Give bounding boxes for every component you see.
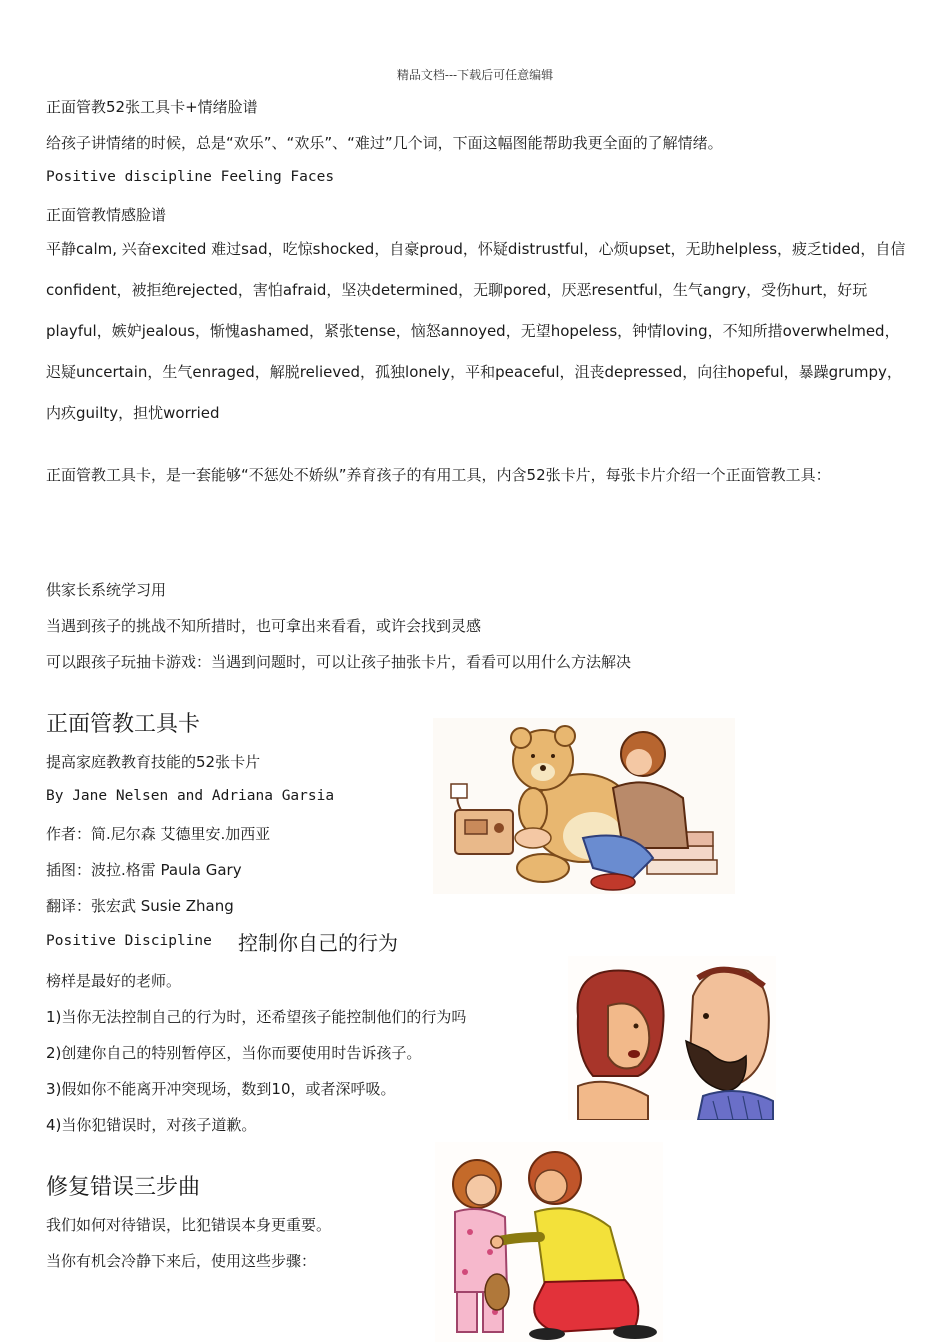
title-line: 正面管教52张工具卡+情绪脸谱 [46, 98, 258, 116]
adults-argument-illustration [568, 956, 776, 1120]
use-item-1: 供家长系统学习用 [46, 581, 167, 599]
book-subtitle: 提高家庭教教育技能的52张卡片 [46, 753, 261, 771]
book-by: By Jane Nelsen and Adriana Garsia [46, 788, 335, 804]
book-authors: 作者：简.尼尔森 艾德里安.加西亚 [46, 825, 271, 843]
use-item-2: 当遇到孩子的挑战不知所措时，也可拿出来看看，或许会找到灵感 [46, 617, 482, 635]
emotions-paragraph: 平静calm, 兴奋excited 难过sad，吃惊shocked，自豪proud，怀疑distrustful，心烦upset，无助helpless，疲乏tided，自信confident，被拒绝rejected，害怕afraid，坚决determined，无聊pored，厌恶resentful，生气angry，受伤hurt，好玩playful，嫉妒jealous，惭愧ashamed，紧张tense，恼怒annoyed，无望hopeless，钟情loving，不知所措overwhelmed，迟疑uncertain，生气enraged，解脱relieved，孤独lonely，平和peaceful，沮丧depressed，向往hopeful，暴躁grumpy，内疚guilty，担忧worried [46, 240, 906, 422]
book-title: 正面管教工具卡 [46, 712, 201, 737]
card1-item-4: 4)当你犯错误时，对孩子道歉。 [46, 1116, 257, 1134]
book-translator: 翻译：张宏武 Susie Zhang [46, 897, 234, 915]
card1-item-1: 1)当你无法控制自己的行为时，还希望孩子能控制他们的行为吗 [46, 1008, 467, 1026]
card1-item-2: 2)创建你自己的特别暂停区，当你而要使用时告诉孩子。 [46, 1044, 422, 1062]
page-header: 精品文档---下载后可任意编辑 [396, 68, 554, 82]
card1-item-3: 3)假如你不能离开冲突现场，数到10，或者深呼吸。 [46, 1080, 396, 1098]
card1-lead: 榜样是最好的老师。 [46, 972, 182, 990]
book-series: Positive Discipline [46, 933, 212, 949]
child-and-mother-illustration [435, 1142, 663, 1342]
card1-title: 控制你自己的行为 [238, 931, 398, 955]
teddy-bear-illustration [433, 718, 735, 894]
card2-line2: 当你有机会冷静下来后，使用这些步骤： [46, 1252, 317, 1270]
toolcard-paragraph: 正面管教工具卡，是一套能够“不惩处不娇纵”养育孩子的有用工具，内含52张卡片，每张卡片介绍一个正面管教工具： [46, 466, 831, 484]
faces-title: 正面管教情感脸谱 [46, 206, 167, 224]
card2-lead: 我们如何对待错误，比犯错误本身更重要。 [46, 1216, 332, 1234]
english-title: Positive discipline Feeling Faces [46, 169, 335, 185]
intro-text: 给孩子讲情绪的时候，总是“欢乐”、“欢乐”、“难过”几个词，下面这幅图能帮助我更全面的了解情绪。 [46, 134, 723, 152]
book-illustrator: 插图：波拉.格雷 Paula Gary [46, 861, 242, 879]
use-item-3: 可以跟孩子玩抽卡游戏：当遇到问题时，可以让孩子抽张卡片，看看可以用什么方法解决 [46, 653, 632, 671]
card2-title: 修复错误三步曲 [46, 1175, 201, 1200]
